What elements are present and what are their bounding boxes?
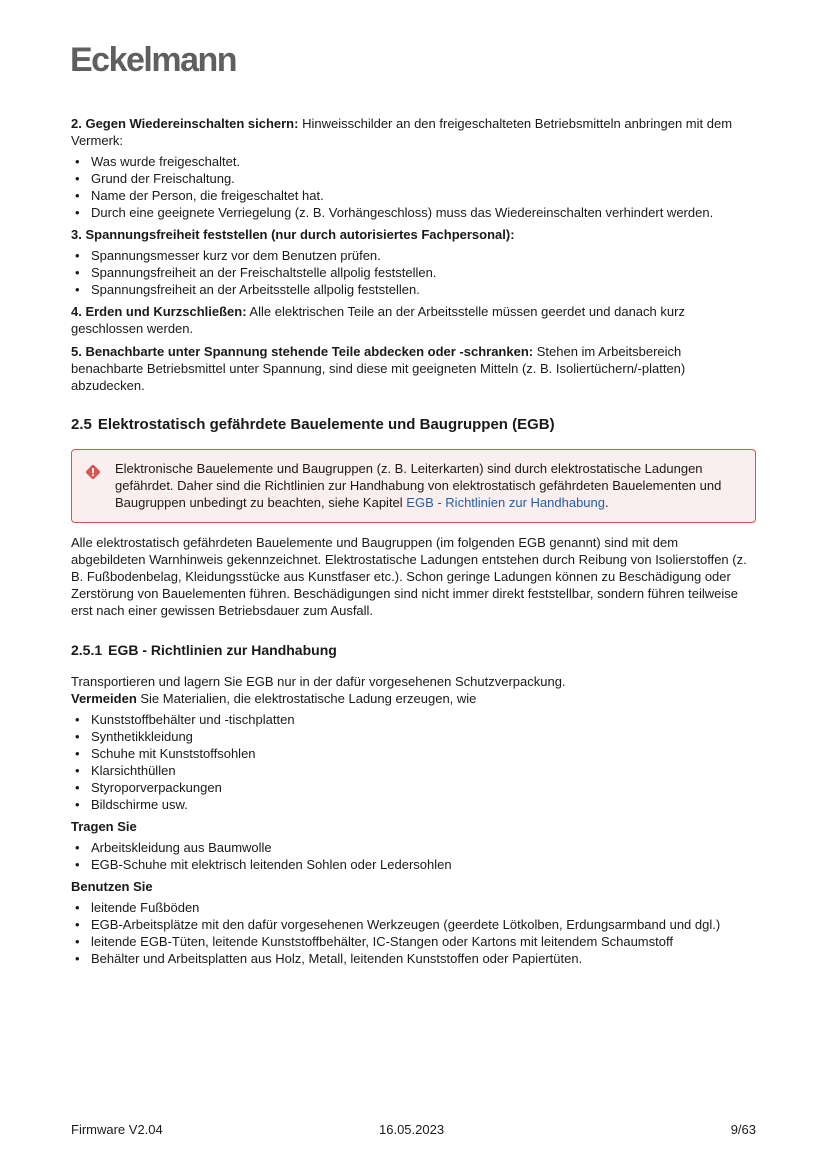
list-item: • Spannungsfreiheit an der Freischaltstelle allpolig feststellen. [71,264,756,281]
list-item: • Synthetikkleidung [71,728,756,745]
egb-intro: Transportieren und lagern Sie EGB nur in der dafür vorgesehenen Schutzverpackung. [71,674,566,689]
section-2-5-heading [71,415,756,435]
wear-list [71,839,756,873]
section-title: EGB - Richtlinien zur Handhabung [108,642,337,658]
list-item: • Was wurde freigeschaltet. [71,153,756,170]
page-footer [71,1121,756,1141]
lock-text: Hinweisschilder an den freigeschalteten Betriebsmitteln anbringen mit dem Vermerk: [71,116,733,148]
list-item: • Arbeitskleidung aus Baumwolle [71,839,756,856]
list-item: • Behälter und Arbeitsplatten aus Holz, Metall, leitenden Kunststoffen oder Papiertüten. [71,950,756,967]
page-content [71,115,756,972]
company-logo: Eckelmann [70,41,237,79]
warning-box: Elektronische Bauelemente und Baugruppen (z. B. Leiterkarten) sind durch elektrostatische Ladungen gefährdet. Daher sind die Richtlinien zur Handhabung von elektrostatisch gefährdeten Bauelementen und Baugruppen unbedingt zu beachten, siehe Kapitel EGB - Richtlinien zur Handhabung. [71,449,756,523]
use-list [71,899,756,967]
avoid-paragraph: Vermeiden Sie Materialien, die elektrostatische Ladung erzeugen, wie [71,691,477,706]
cover-text: Stehen im Arbeitsbereich benachbarte Betriebsmittel unter Spannung, sind diese mit geeigneten Mitteln (z. B. Isoliertüchern/-platten) abzudecken. [71,344,686,393]
list-item: • Styroporverpackungen [71,779,756,796]
list-item: • EGB-Schuhe mit elektrisch leitenden Sohlen oder Ledersohlen [71,856,756,873]
ground-paragraph [71,303,756,337]
lock-paragraph [71,115,756,149]
list-item: • Spannungsmesser kurz vor dem Benutzen prüfen. [71,247,756,264]
wear-label: Tragen Sie [71,819,137,834]
cover-paragraph [71,343,756,394]
avoid-list [71,711,756,813]
lock-title: 2. Gegen Wiedereinschalten sichern: [71,116,299,131]
ground-title: 4. Erden und Kurzschließen: [71,304,247,319]
warning-icon [85,464,101,480]
section-2-5-1-heading [71,640,756,660]
use-label: Benutzen Sie [71,879,153,894]
cover-title: 5. Benachbarte unter Spannung stehende Teile abdecken oder -schranken: [71,344,534,359]
section-number: 2.5.1 [71,642,103,658]
lock-list [71,153,756,221]
check-list [71,247,756,298]
list-item: • Grund der Freischaltung. [71,170,756,187]
section-title: Elektrostatisch gefährdete Bauelemente und Baugruppen (EGB) [97,416,555,433]
egb-guidelines-link[interactable]: EGB - Richtlinien zur Handhabung [406,495,606,510]
list-item: • Spannungsfreiheit an der Arbeitsstelle allpolig feststellen. [71,281,756,298]
warning-text: Elektronische Bauelemente und Baugruppen (z. B. Leiterkarten) sind durch elektrostatische Ladungen gefährdet. Daher sind die Richtlinien zur Handhabung von elektrostatisch gefährdeten Bauelementen und Baugruppen unbedingt zu beachten, siehe Kapitel [115,461,722,510]
list-item: • Durch eine geeignete Verriegelung (z. B. Vorhängeschloss) muss das Wiedereinschalten verhindert werden. [71,204,756,221]
page-number: 9/63 [730,1122,756,1137]
ground-text: Alle elektrischen Teile an der Arbeitsstelle müssen geerdet und danach kurz geschlossen werden. [71,304,685,336]
egb-description: Alle elektrostatisch gefährdeten Bauelemente und Baugruppen (im folgenden EGB genannt) sind mit dem abgebildeten Warnhinweis gekennzeichnet. Elektrostatische Ladungen entstehen durch Reibung von Isolierstoffen (z. B. Fußbodenbelag, Kleidungsstücke aus Kunstfaser etc.). Schon geringe Ladungen können zu Beschädigung oder Zerstörung von Bauelementen führen. Beschädigungen sind nicht immer direkt feststellbar, sondern führen teilweise erst nach einer gewissen Betriebsdauer zum Ausfall. [71,535,747,618]
list-item: • Name der Person, die freigeschaltet hat. [71,187,756,204]
list-item: • leitende EGB-Tüten, leitende Kunststoffbehälter, IC-Stangen oder Kartons mit leitendem Schaumstoff [71,933,756,950]
check-title: 3. Spannungsfreiheit feststellen (nur durch autorisiertes Fachpersonal): [71,227,515,242]
document-date: 16.05.2023 [379,1122,445,1137]
list-item: • Kunststoffbehälter und -tischplatten [71,711,756,728]
list-item: • leitende Fußböden [71,899,756,916]
list-item: • Bildschirme usw. [71,796,756,813]
list-item: • EGB-Arbeitsplätze mit den dafür vorgesehenen Werkzeugen (geerdete Lötkolben, Erdungsarmband und dgl.) [71,916,756,933]
avoid-label: Vermeiden [71,691,137,706]
list-item: • Klarsichthüllen [71,762,756,779]
firmware-version: Firmware V2.04 [71,1122,163,1137]
section-number: 2.5 [71,416,92,433]
list-item: • Schuhe mit Kunststoffsohlen [71,745,756,762]
